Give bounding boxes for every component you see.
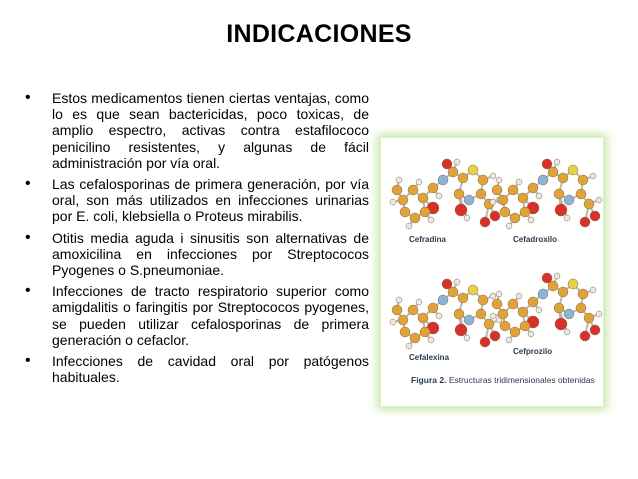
- atom-ball: [480, 337, 490, 347]
- atom-ball: [442, 159, 452, 169]
- atom-ball: [478, 175, 488, 185]
- bullet-item: [24, 283, 369, 348]
- atom-ball: [428, 183, 438, 193]
- atom-ball: [418, 193, 428, 203]
- atom-ball: [455, 324, 467, 336]
- atom-ball: [442, 279, 452, 289]
- atom-ball: [542, 273, 552, 283]
- atom-ball: [484, 319, 494, 329]
- figure-caption-text: Estructuras tridimensionales obtenidas: [448, 375, 595, 385]
- atom-ball: [580, 217, 590, 227]
- atom-ball: [554, 303, 564, 313]
- atom-ball: [392, 305, 402, 315]
- atom-ball: [498, 195, 508, 205]
- atom-ball: [554, 273, 560, 279]
- atom-ball: [420, 327, 430, 337]
- slide-title: INDICACIONES: [226, 20, 412, 48]
- atom-ball: [398, 195, 408, 205]
- atom-ball: [554, 189, 564, 199]
- atom-ball: [510, 327, 520, 337]
- atom-ball: [580, 331, 590, 341]
- atom-ball: [420, 207, 430, 217]
- bullet-dot-icon: •: [25, 282, 31, 300]
- figure-caption-label: Figura 2.: [411, 375, 447, 385]
- atom-ball: [436, 313, 442, 319]
- atom-ball: [564, 195, 574, 205]
- atom-ball: [528, 183, 538, 193]
- atom-ball: [558, 287, 568, 297]
- atom-ball: [510, 213, 520, 223]
- atom-ball: [528, 297, 538, 307]
- molecule-structures-image: [381, 138, 603, 406]
- atom-ball: [392, 185, 402, 195]
- atom-ball: [538, 289, 548, 299]
- atom-ball: [518, 193, 528, 203]
- atom-ball: [578, 289, 588, 299]
- molecule-model: [390, 159, 502, 229]
- bullet-dot-icon: •: [25, 175, 31, 193]
- atom-ball: [564, 215, 570, 221]
- atom-ball: [468, 285, 478, 295]
- atom-ball: [464, 215, 470, 221]
- atom-ball: [490, 199, 496, 205]
- atom-ball: [564, 329, 570, 335]
- atom-ball: [564, 309, 574, 319]
- atom-ball: [480, 217, 490, 227]
- atom-ball: [590, 173, 596, 179]
- atom-ball: [498, 309, 508, 319]
- atom-ball: [520, 207, 530, 217]
- atom-ball: [508, 299, 518, 309]
- atom-ball: [408, 305, 418, 315]
- atom-ball: [490, 173, 496, 179]
- atom-ball: [492, 185, 502, 195]
- atom-ball: [576, 303, 586, 313]
- atom-ball: [396, 297, 402, 303]
- atom-ball: [436, 193, 442, 199]
- atom-ball: [536, 193, 542, 199]
- figure-caption: [411, 375, 595, 385]
- atom-ball: [516, 293, 522, 299]
- atom-ball: [416, 299, 422, 305]
- atom-ball: [596, 197, 602, 203]
- atom-ball: [500, 321, 510, 331]
- atom-ball: [538, 175, 548, 185]
- atom-ball: [516, 179, 522, 185]
- atom-ball: [596, 311, 602, 317]
- atom-ball: [428, 337, 434, 343]
- atom-ball: [464, 335, 470, 341]
- atom-ball: [458, 173, 468, 183]
- atom-ball: [576, 189, 586, 199]
- atom-ball: [400, 207, 410, 217]
- atom-ball: [476, 309, 486, 319]
- bullet-item: [24, 90, 369, 171]
- atom-ball: [478, 295, 488, 305]
- atom-ball: [390, 199, 396, 205]
- atom-ball: [528, 217, 534, 223]
- atom-ball: [490, 293, 496, 299]
- atom-ball: [558, 173, 568, 183]
- bullet-list: [24, 90, 369, 390]
- atom-ball: [454, 279, 460, 285]
- atom-ball: [528, 331, 534, 337]
- atom-ball: [590, 211, 600, 221]
- atom-ball: [464, 315, 474, 325]
- atom-ball: [555, 318, 567, 330]
- molecule-label: Cefalexina: [409, 353, 450, 362]
- atom-ball: [454, 189, 464, 199]
- atom-ball: [396, 177, 402, 183]
- bullet-dot-icon: •: [25, 89, 31, 106]
- atom-ball: [400, 327, 410, 337]
- bullet-dot-icon: •: [25, 228, 31, 246]
- atom-ball: [590, 287, 596, 293]
- atom-ball: [492, 299, 502, 309]
- atom-ball: [454, 309, 464, 319]
- atom-ball: [584, 313, 594, 323]
- atom-ball: [428, 217, 434, 223]
- atom-ball: [508, 185, 518, 195]
- atom-ball: [418, 313, 428, 323]
- atom-ball: [584, 199, 594, 209]
- bullet-dot-icon: •: [25, 352, 31, 370]
- molecule-label: Cefradina: [409, 235, 446, 244]
- atom-ball: [590, 325, 600, 335]
- bullet-item: [24, 230, 369, 279]
- atom-ball: [458, 293, 468, 303]
- atom-ball: [390, 319, 396, 325]
- atom-ball: [568, 165, 578, 175]
- molecule-model: [490, 273, 602, 343]
- atom-ball: [464, 195, 474, 205]
- atom-ball: [398, 315, 408, 325]
- atom-ball: [568, 279, 578, 289]
- molecule-label: Cefadroxilo: [513, 235, 558, 244]
- atom-ball: [438, 295, 448, 305]
- molecule-model: [490, 159, 602, 229]
- molecule-label: Cefprozilo: [513, 347, 553, 356]
- atom-ball: [490, 313, 496, 319]
- atom-ball: [555, 204, 567, 216]
- atom-ball: [416, 179, 422, 185]
- atom-ball: [506, 223, 512, 229]
- atom-ball: [428, 303, 438, 313]
- bullet-text: Las cefalosporinas de primera generación, por vía oral, son más utilizados en infecciones urinarias por E. coli, klebsiella o Proteus mirabilis.: [52, 176, 369, 225]
- bullet-item: [24, 176, 369, 225]
- atom-ball: [496, 177, 502, 183]
- atom-ball: [578, 175, 588, 185]
- atom-ball: [406, 343, 412, 349]
- molecule-figure: [380, 137, 604, 407]
- atom-ball: [500, 207, 510, 217]
- atom-ball: [490, 211, 500, 221]
- atom-ball: [506, 337, 512, 343]
- atom-ball: [554, 159, 560, 165]
- atom-ball: [406, 223, 412, 229]
- atom-ball: [476, 189, 486, 199]
- bullet-text: Otitis media aguda i sinusitis son alternativas de amoxicilina en infecciones por Streptococos Pyogenes o S.pneumoniae.: [52, 229, 369, 279]
- atom-ball: [408, 185, 418, 195]
- atom-ball: [438, 175, 448, 185]
- atom-ball: [410, 213, 420, 223]
- atom-ball: [468, 165, 478, 175]
- bullet-text: Infecciones de cavidad oral por patógenos habituales.: [52, 353, 369, 386]
- molecule-model: [390, 279, 502, 349]
- atom-ball: [542, 159, 552, 169]
- bullet-text: Estos medicamentos tienen ciertas ventajas, como lo es que sean bactericidas, poco toxicas, de amplio espectro, activas contra estafilococo penicilino resistentes, y algunas de fácil administración por vía oral.: [52, 90, 369, 171]
- atom-ball: [518, 307, 528, 317]
- atom-ball: [536, 307, 542, 313]
- atom-ball: [490, 331, 500, 341]
- atom-ball: [454, 159, 460, 165]
- atom-ball: [410, 333, 420, 343]
- atom-ball: [496, 291, 502, 297]
- atom-ball: [455, 204, 467, 216]
- atom-ball: [520, 321, 530, 331]
- bullet-text: Infecciones de tracto respiratorio superior como amigdalitis o faringitis por Streptococos pyogenes, se pueden utilizar cefalosporinas de primera generación o cefaclor.: [52, 283, 369, 348]
- bullet-item: [24, 353, 369, 385]
